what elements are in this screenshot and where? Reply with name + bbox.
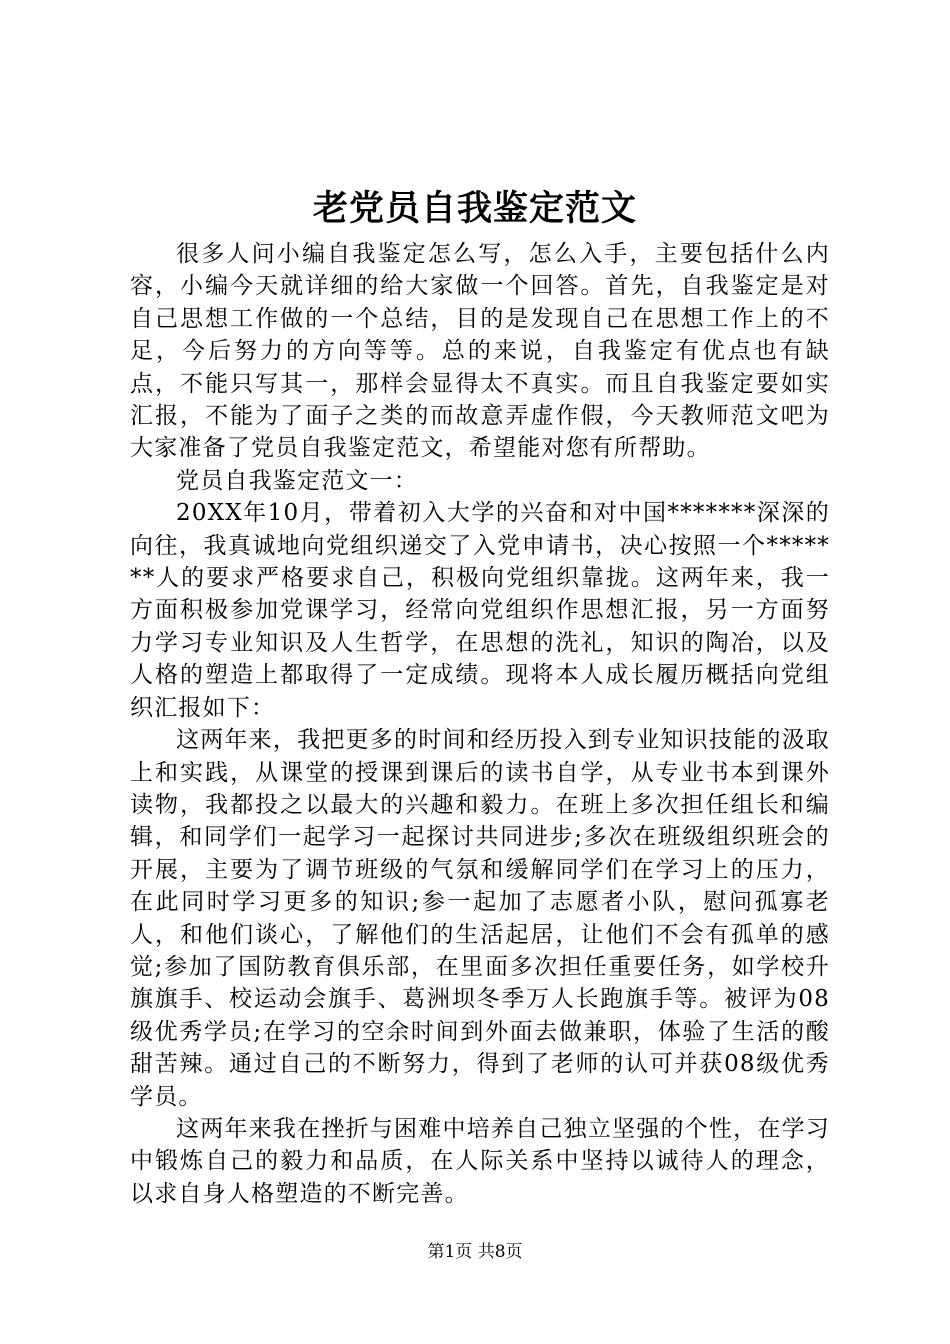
paragraph-activities: 这两年来，我把更多的时间和经历投入到专业知识技能的汲取上和实践，从课堂的授课到课后的读书自学，从专业书本到课外读物，我都投之以最大的兴趣和毅力。在班上多次担任组长和编辑，和同学们一起学习一起探讨共同进步;多次在班级组织班会的开展，主要为了调节班级的气氛和缓解同学们在学习上的压力，在此同时学习更多的知识;参一起加了志愿者小队，慰问孤寡老人，和他们谈心，了解他们的生活起居，让他们不会有孤单的感觉;参加了国防教育俱乐部，在里面多次担任重要任务，如学校升旗旗手、校运动会旗手、葛洲坝冬季万人长跑旗手等。被评为08级优秀学员;在学习的空余时间到外面去做兼职，体验了生活的酸甜苦辣。通过自己的不断努力，得到了老师的认可并获08级优秀学员。 xyxy=(130,727,830,1110)
paragraph-section-heading: 党员自我鉴定范文一： xyxy=(176,467,418,494)
paragraph-application: 20XX年10月，带着初入大学的兴奋和对中国*******深深的向往，我真诚地向党组织递交了入党申请书，决心按照一个*******人的要求严格要求自己，积极向党组织靠拢。这两年来，我一方面积极参加党课学习，经常向党组织作思想汇报，另一方面努力学习专业知识及人生哲学，在思想的洗礼，知识的陶冶，以及人格的塑造上都取得了一定成绩。现将本人成长履历概括向党组织汇报如下： xyxy=(130,500,830,721)
paragraph-intro: 很多人问小编自我鉴定怎么写，怎么入手，主要包括什么内容，小编今天就详细的给大家做一个回答。首先，自我鉴定是对自己思想工作做的一个总结，目的是发现自己在思想工作上的不足，今后努力的方向等等。总的来说，自我鉴定有优点也有缺点，不能只写其一，那样会显得太不真实。而且自我鉴定要如实汇报，不能为了面子之类的而故意弄虚作假，今天教师范文吧为大家准备了党员自我鉴定范文，希望能对您有所帮助。 xyxy=(130,241,830,462)
document-body xyxy=(130,238,830,1210)
paragraph-growth: 这两年来我在挫折与困难中培养自己独立坚强的个性，在学习中锻炼自己的毅力和品质，在人际关系中坚持以诚待人的理念，以求自身人格塑造的不断完善。 xyxy=(130,1115,830,1207)
document-title: 老党员自我鉴定范文 xyxy=(312,188,637,229)
page-number-footer: 第1页 共8页 xyxy=(427,1242,523,1262)
